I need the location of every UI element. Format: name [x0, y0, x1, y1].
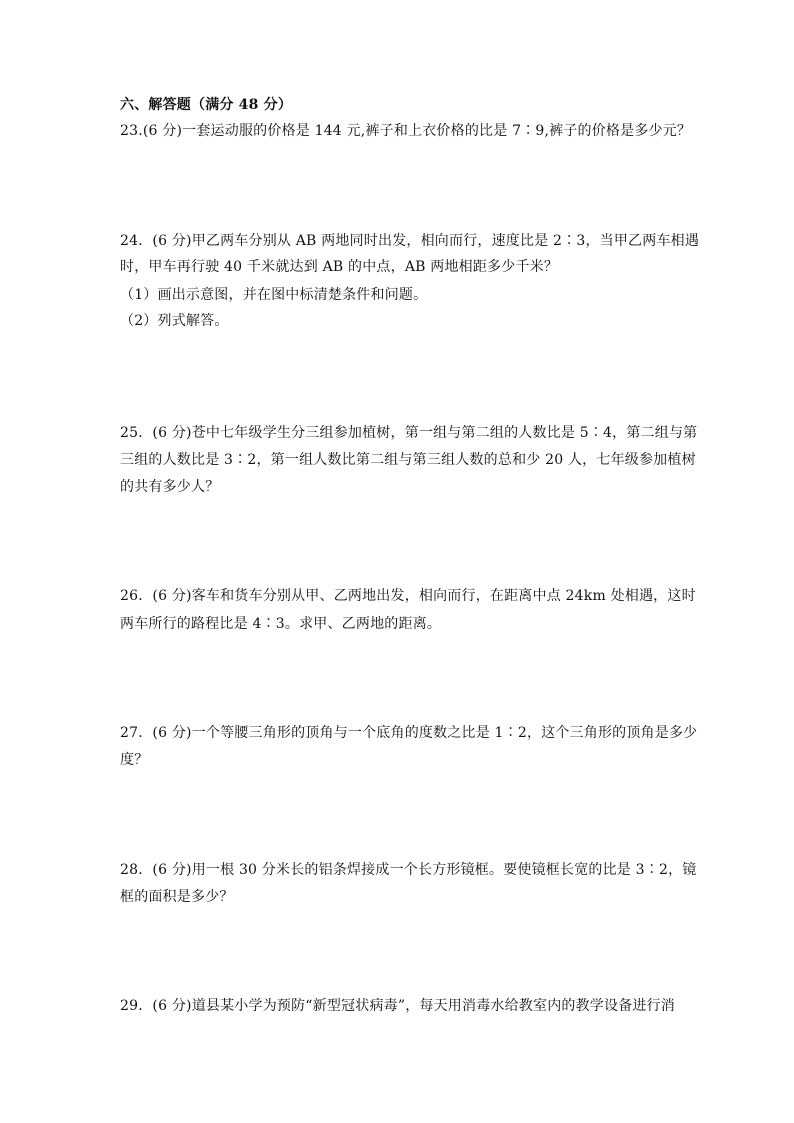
question-line: 24．(6 分)甲乙两车分别从 AB 两地同时出发，相向而行，速度比是 2∶3，当甲乙两车相遇	[120, 233, 700, 249]
question-line: 的共有多少人？	[120, 479, 220, 495]
question-line: 两车所行的路程比是 4∶3。求甲、乙两地的距离。	[120, 616, 442, 632]
question-subpart: （2）列式解答。	[120, 313, 229, 329]
question-line: 29．(6 分)道县某小学为预防“新型冠状病毒”，每天用消毒水给教室内的教学设备进行消	[120, 998, 676, 1014]
question-line: 三组的人数比是 3∶2，第一组人数比第二组与第三组人数的总和少 20 人，七年级参加植树	[120, 452, 696, 468]
question-line: 25．(6 分)苍中七年级学生分三组参加植树，第一组与第二组的人数比是 5∶4，第二组与第	[120, 425, 698, 441]
question-line: 26．(6 分)客车和货车分别从甲、乙两地出发，相向而行，在距离中点 24km 处相遇，这时	[120, 588, 696, 604]
question-line: 框的面积是多少？	[120, 889, 234, 905]
question-subpart: （1）画出示意图，并在图中标清楚条件和问题。	[120, 287, 428, 303]
section-title: 六、解答题（满分 48 分）	[120, 97, 293, 113]
question-line: 23.(6 分)一套运动服的价格是 144 元,裤子和上衣价格的比是 7∶9,裤子的价格是多少元？	[120, 123, 692, 139]
question-line: 时，甲车再行驶 40 千米就达到 AB 的中点，AB 两地相距多少千米？	[120, 259, 559, 275]
question-line: 28．(6 分)用一根 30 分米长的铝条焊接成一个长方形镜框。要使镜框长宽的比是 3∶2，镜	[120, 862, 697, 878]
question-line: 27．(6 分)一个等腰三角形的顶角与一个底角的度数之比是 1∶2，这个三角形的顶角是多少	[120, 725, 698, 741]
question-line: 度？	[120, 752, 149, 768]
